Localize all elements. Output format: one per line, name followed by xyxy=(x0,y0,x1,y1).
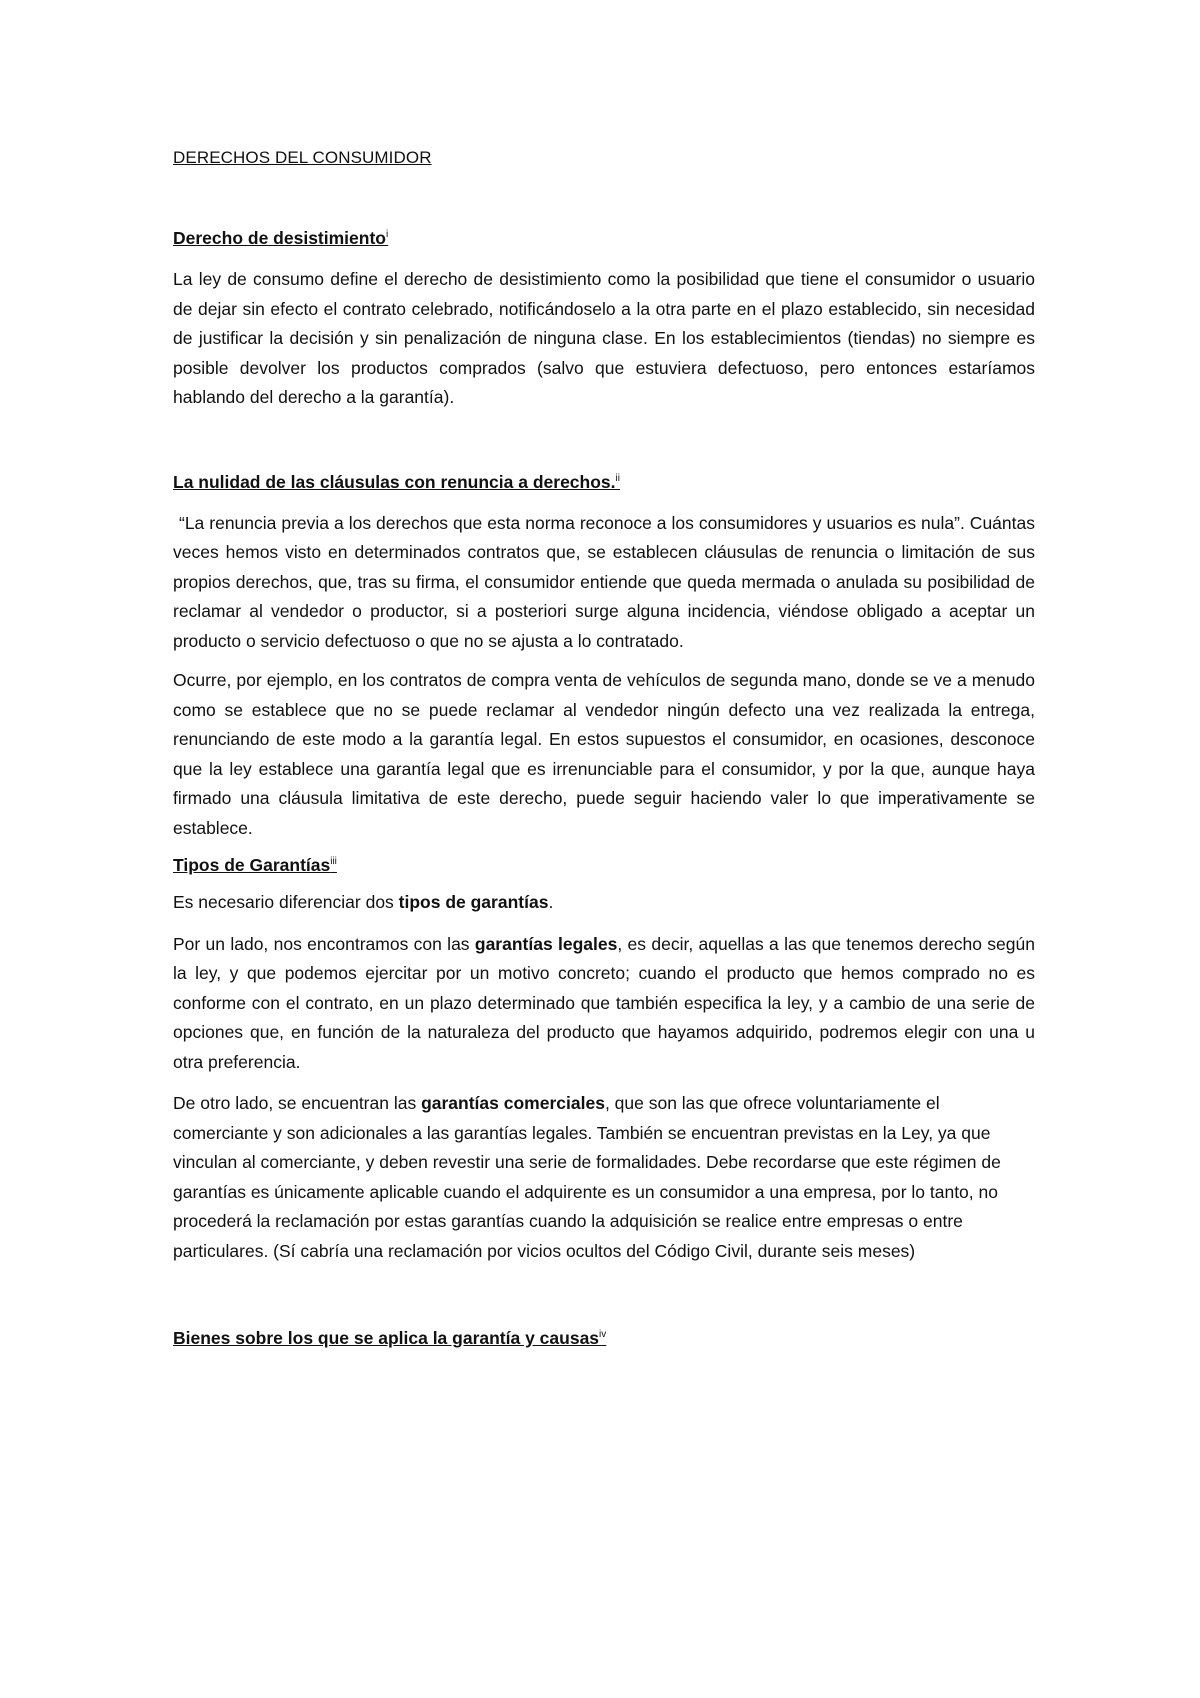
heading-text: Derecho de desistimiento xyxy=(173,228,386,248)
paragraph: La ley de consumo define el derecho de desistimiento como la posibilidad que tiene el consumidor o usuario de dejar sin efecto el contrato celebrado, notificándoselo a la otra parte en el plazo establecido, sin necesidad de justificar la decisión y sin penalización de ninguna clase. En los establecimientos (tiendas) no siempre es posible devolver los productos comprados (salvo que estuviera defectuoso, pero entonces estaríamos hablando del derecho a la garantía). xyxy=(173,269,1035,407)
endnote-marker: iii xyxy=(330,856,337,868)
paragraph: Ocurre, por ejemplo, en los contratos de compra venta de vehículos de segunda mano, donde se ve a menudo como se establece que no se puede reclamar al vendedor ningún defecto una vez realizada la entrega, renunciando de este modo a la garantía legal. En estos supuestos el consumidor, en ocasiones, desconoce que la ley establece una garantía legal que es irrenunciable para el consumidor, y por la que, aunque haya firmado una cláusula limitativa de este derecho, puede seguir haciendo valer lo que imperativamente se establece. xyxy=(173,670,1035,838)
text-run: Por un lado, nos encontramos con las xyxy=(173,933,475,954)
heading-text: Tipos de Garantías xyxy=(173,855,331,875)
paragraph xyxy=(173,930,1035,1078)
paragraph xyxy=(173,1089,1035,1266)
bold-text: tipos de garantías xyxy=(398,892,549,912)
paragraph: “La renuncia previa a los derechos que esta norma reconoce a los consumidores y usuarios es nula”. Cuántas veces hemos visto en determinados contratos que, se establecen cláusulas de renuncia o limitación de sus propios derechos, que, tras su firma, el consumidor entiende que queda mermada o anulada su posibilidad de reclamar al vendedor o productor, si a posteriori surge alguna incidencia, viéndose obligado a aceptar un producto o servicio defectuoso o que no se ajusta a lo contratado. xyxy=(173,512,1035,651)
heading-text: Bienes sobre los que se aplica la garantía y causas xyxy=(173,1328,600,1348)
text-run: . xyxy=(548,892,554,912)
bold-text: garantías legales xyxy=(474,933,618,954)
section-heading-nulidad xyxy=(173,472,1035,493)
section-heading-bienes xyxy=(173,1328,1035,1349)
endnote-marker: ii xyxy=(615,472,620,484)
text-run: De otro lado, se encuentran las xyxy=(173,1093,422,1113)
section-heading-desistimiento xyxy=(173,228,1035,249)
section-heading-tipos-garantias xyxy=(173,855,1035,876)
paragraph xyxy=(173,888,1035,918)
bold-text: garantías comerciales xyxy=(421,1093,605,1113)
document-title: DERECHOS DEL CONSUMIDOR xyxy=(173,148,432,167)
endnote-marker: i xyxy=(385,229,389,241)
text-run: , es decir, aquellas a las que tenemos derecho según la ley, y que podemos ejercitar por un motivo concreto; cuando el producto que hemos comprado no es conforme con el contrato, en un plazo determinado que también especifica la ley, y a cambio de una serie de opciones que, en función de la naturaleza del producto que hayamos adquirido, podremos elegir con una u otra preferencia. xyxy=(173,933,1035,1072)
endnote-marker: iv xyxy=(599,1329,607,1341)
text-run: Es necesario diferenciar dos xyxy=(173,892,399,912)
text-run: , que son las que ofrece voluntariamente el comerciante y son adicionales a las garantías legales. También se encuentran previstas en la Ley, ya que vinculan al comerciante, y deben revestir una serie de formalidades. Debe recordarse que este régimen de garantías es únicamente aplicable cuando el adquirente es un consumidor a una empresa, por lo tanto, no procederá la reclamación por estas garantías cuando la adquisición se realice entre empresas o entre particulares. (Sí cabría una reclamación por vicios ocultos del Código Civil, durante seis meses) xyxy=(173,1093,1001,1261)
heading-text: La nulidad de las cláusulas con renuncia a derechos. xyxy=(173,471,616,492)
